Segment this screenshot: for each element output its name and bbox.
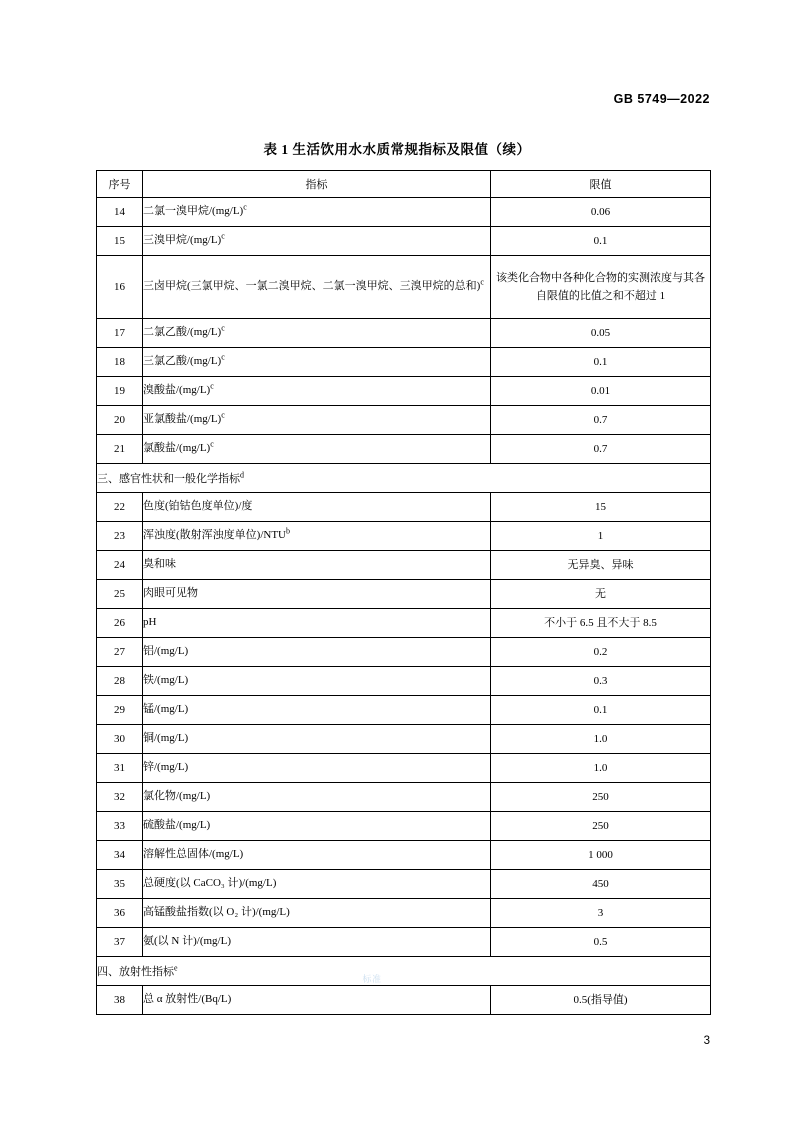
row-no: 30: [97, 725, 143, 754]
row-index: [143, 227, 491, 256]
row-no: 28: [97, 667, 143, 696]
column-header-index: 指标: [143, 171, 491, 198]
section-title-3: [97, 464, 711, 493]
row-index: [143, 198, 491, 227]
row-no: 29: [97, 696, 143, 725]
row-no: 19: [97, 377, 143, 406]
row-index-sup: c: [243, 202, 247, 212]
table-row: [97, 754, 711, 783]
table-row: [97, 256, 711, 319]
table-row: [97, 580, 711, 609]
watermark: 标准: [362, 974, 382, 984]
row-limit: 该类化合物中各种化合物的实测浓度与其各自限值的比值之和不超过 1: [491, 256, 711, 319]
row-index-text: 亚氯酸盐/(mg/L): [143, 413, 222, 426]
row-index-sup: c: [210, 381, 214, 391]
row-limit: 450: [491, 870, 711, 899]
row-limit: 1.0: [491, 725, 711, 754]
row-no: 20: [97, 406, 143, 435]
row-no: 34: [97, 841, 143, 870]
row-index-text: 硫酸盐/(mg/L): [143, 819, 211, 832]
row-index: [143, 638, 491, 667]
row-no: 27: [97, 638, 143, 667]
row-no: 24: [97, 551, 143, 580]
row-no: 36: [97, 899, 143, 928]
table-row: [97, 493, 711, 522]
section-title-4-sup: e: [174, 963, 178, 973]
row-no: 23: [97, 522, 143, 551]
row-index-text: 溴酸盐/(mg/L): [143, 384, 211, 397]
section-title-3-text: 三、感官性状和一般化学指标: [97, 473, 240, 485]
standard-code-header: GB 5749—2022: [613, 92, 710, 106]
row-limit: 0.06: [491, 198, 711, 227]
table-row: [97, 198, 711, 227]
row-limit: 0.01: [491, 377, 711, 406]
row-limit: 15: [491, 493, 711, 522]
row-index-text: 三溴甲烷/(mg/L): [143, 234, 222, 247]
row-limit: 不小于 6.5 且不大于 8.5: [491, 609, 711, 638]
row-index: [143, 812, 491, 841]
row-index: [143, 435, 491, 464]
row-index: [143, 319, 491, 348]
row-index-text: 浑浊度(散射浑浊度单位)/NTU: [143, 529, 286, 542]
row-index: [143, 783, 491, 812]
table-title: 表 1 生活饮用水水质常规指标及限值（续）: [263, 142, 531, 157]
table-row: [97, 812, 711, 841]
row-no: 17: [97, 319, 143, 348]
row-limit: 0.7: [491, 435, 711, 464]
row-index-text: 总 α 放射性/(Bq/L): [143, 993, 232, 1006]
row-limit: 0.1: [491, 227, 711, 256]
row-index: [143, 348, 491, 377]
row-index-sup: b: [286, 526, 290, 536]
row-index-text: 氯化物/(mg/L): [143, 790, 211, 803]
row-index-text: 铝/(mg/L): [143, 645, 189, 658]
row-index-text: 二氯一溴甲烷/(mg/L): [143, 205, 244, 218]
row-no: 35: [97, 870, 143, 899]
section-title-3-sup: d: [240, 470, 244, 480]
table-row: [97, 696, 711, 725]
row-index: [143, 841, 491, 870]
row-index-text: 肉眼可见物: [143, 587, 198, 600]
row-limit: 0.05: [491, 319, 711, 348]
page-number: 3: [703, 1035, 710, 1047]
row-index-text: 色度(铂钴色度单位)/度: [143, 500, 253, 513]
table-row: [97, 667, 711, 696]
row-index: [143, 580, 491, 609]
table-row: [97, 899, 711, 928]
table-row: [97, 348, 711, 377]
row-index-text: 铜/(mg/L): [143, 732, 189, 745]
row-no: 37: [97, 928, 143, 957]
row-no: 26: [97, 609, 143, 638]
table-row: [97, 319, 711, 348]
row-index-text: 二氯乙酸/(mg/L): [143, 326, 222, 339]
row-index-sup: c: [221, 323, 225, 333]
table-row: [97, 783, 711, 812]
row-index-text: 铁/(mg/L): [143, 674, 189, 687]
row-index: [143, 928, 491, 957]
row-limit: 3: [491, 899, 711, 928]
row-limit: 250: [491, 812, 711, 841]
table-row: [97, 435, 711, 464]
table-row: [97, 609, 711, 638]
row-index: [143, 870, 491, 899]
row-index-text: 溶解性总固体/(mg/L): [143, 848, 244, 861]
row-index-text: pH: [143, 616, 157, 629]
row-index: [143, 551, 491, 580]
row-limit: 0.5(指导值): [491, 986, 711, 1015]
row-index-text: 三卤甲烷(三氯甲烷、一氯二溴甲烷、二氯一溴甲烷、三溴甲烷的总和): [143, 280, 481, 293]
row-limit: 0.7: [491, 406, 711, 435]
table-row: [97, 841, 711, 870]
table-row: [97, 638, 711, 667]
row-limit: 0.2: [491, 638, 711, 667]
column-header-limit: 限值: [491, 171, 711, 198]
table-row: [97, 928, 711, 957]
table-row: [97, 522, 711, 551]
row-limit: 250: [491, 783, 711, 812]
row-no: 22: [97, 493, 143, 522]
row-index: [143, 725, 491, 754]
row-index: [143, 696, 491, 725]
row-no: 14: [97, 198, 143, 227]
row-index-text: 氨(以 N 计)/(mg/L): [143, 935, 231, 948]
row-index-text: 总硬度(以 CaCO₃ 计)/(mg/L): [143, 877, 277, 890]
row-no: 16: [97, 256, 143, 319]
row-index: [143, 609, 491, 638]
table-row: [97, 227, 711, 256]
row-index-text: 氯酸盐/(mg/L): [143, 442, 211, 455]
row-index: [143, 899, 491, 928]
table-row: [97, 986, 711, 1015]
row-index-text: 高锰酸盐指数(以 O₂ 计)/(mg/L): [143, 906, 290, 919]
row-limit: 无异臭、异味: [491, 551, 711, 580]
row-limit: 0.1: [491, 348, 711, 377]
row-no: 15: [97, 227, 143, 256]
row-index: [143, 522, 491, 551]
column-header-no: 序号: [97, 171, 143, 198]
section-title-4: [97, 957, 711, 986]
water-quality-table: [96, 170, 711, 1015]
section-row-3: [97, 464, 711, 493]
row-index-sup: c: [221, 231, 225, 241]
table-row: [97, 377, 711, 406]
row-no: 38: [97, 986, 143, 1015]
row-limit: 1.0: [491, 754, 711, 783]
row-index: [143, 493, 491, 522]
row-index-text: 锰/(mg/L): [143, 703, 189, 716]
row-index-text: 三氯乙酸/(mg/L): [143, 355, 222, 368]
row-index: [143, 986, 491, 1015]
table-header-row: [97, 171, 711, 198]
row-index: [143, 377, 491, 406]
row-limit: 0.3: [491, 667, 711, 696]
row-limit: 1: [491, 522, 711, 551]
table-row: [97, 725, 711, 754]
row-no: 25: [97, 580, 143, 609]
row-index-sup: c: [480, 277, 484, 287]
row-limit: 0.5: [491, 928, 711, 957]
section-row-4: [97, 957, 711, 986]
table-row: [97, 870, 711, 899]
row-index: [143, 667, 491, 696]
row-index-text: 臭和味: [143, 558, 176, 571]
table-row: [97, 551, 711, 580]
row-no: 33: [97, 812, 143, 841]
row-index: [143, 256, 491, 319]
row-limit: 无: [491, 580, 711, 609]
row-index-sup: c: [221, 410, 225, 420]
row-index: [143, 754, 491, 783]
row-index-sup: c: [210, 439, 214, 449]
row-index-sup: c: [221, 352, 225, 362]
row-no: 21: [97, 435, 143, 464]
row-no: 18: [97, 348, 143, 377]
section-title-4-text: 四、放射性指标: [97, 966, 174, 978]
row-no: 31: [97, 754, 143, 783]
row-no: 32: [97, 783, 143, 812]
row-index-text: 锌/(mg/L): [143, 761, 189, 774]
row-limit: 1 000: [491, 841, 711, 870]
row-index: [143, 406, 491, 435]
row-limit: 0.1: [491, 696, 711, 725]
table-row: [97, 406, 711, 435]
